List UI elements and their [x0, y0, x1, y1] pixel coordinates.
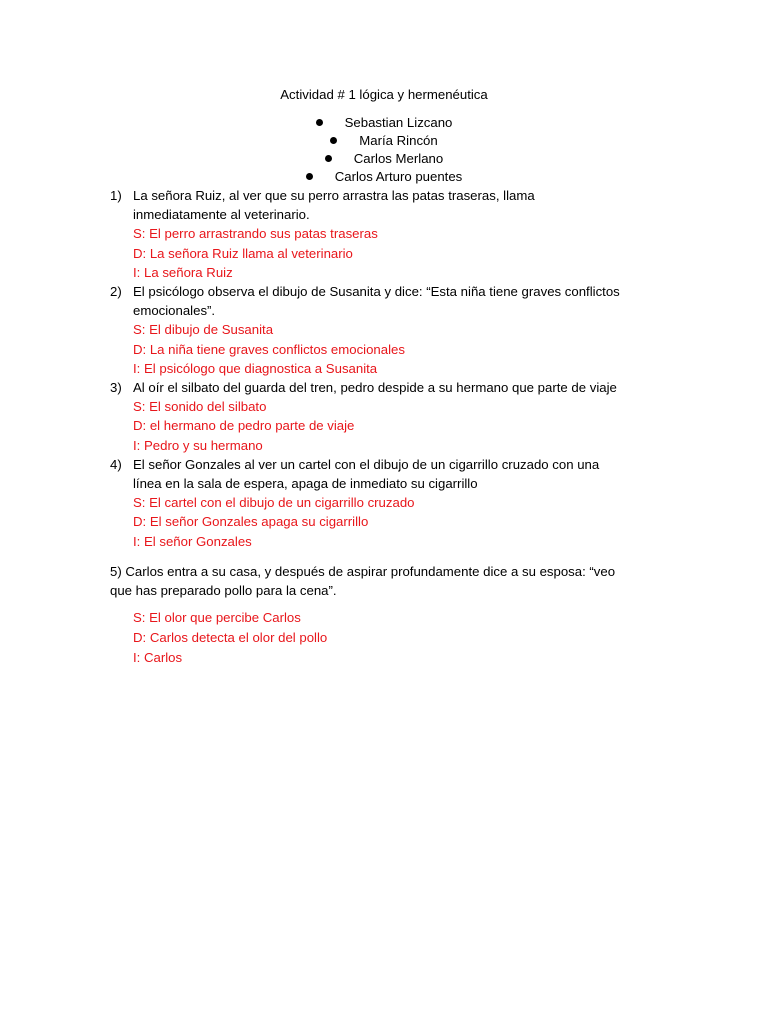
answer-i: I: La señora Ruiz — [133, 264, 233, 280]
answer-s: S: El cartel con el dibujo de un cigarrillo cruzado — [133, 495, 415, 511]
exercise-item-5 — [110, 562, 670, 600]
exercise-item — [110, 282, 670, 378]
author-name: Sebastian Lizcano — [344, 115, 453, 130]
answer-d: D: La niña tiene graves conflictos emocionales — [133, 341, 405, 357]
bullet-icon — [306, 173, 313, 180]
author-item — [0, 168, 768, 186]
answer-d: D: La señora Ruiz llama al veterinario — [133, 245, 353, 261]
author-name: Carlos Merlano — [353, 151, 444, 166]
item-number: 4) — [110, 456, 122, 472]
bullet-icon — [325, 155, 332, 162]
author-name: Carlos Arturo puentes — [334, 169, 463, 184]
answer-i: I: Carlos — [133, 650, 183, 665]
item-number: 2) — [110, 284, 122, 300]
question-line: El señor Gonzales al ver un cartel con el dibujo de un cigarrillo cruzado con una — [133, 456, 600, 472]
bullet-icon — [316, 119, 323, 126]
author-list — [0, 114, 768, 186]
answer-i: I: El psicólogo que diagnostica a Susanita — [133, 360, 378, 376]
answer-s: S: El perro arrastrando sus patas traseras — [133, 226, 378, 242]
author-name: María Rincón — [359, 133, 438, 148]
exercise-item-5-answers — [133, 608, 653, 668]
answer-d: D: El señor Gonzales apaga su cigarrillo — [133, 514, 369, 530]
question-line: inmediatamente al veterinario. — [133, 207, 310, 223]
exercise-item — [110, 378, 670, 455]
document-title: Actividad # 1 lógica y hermenéutica — [280, 87, 488, 102]
answer-s: S: El dibujo de Susanita — [133, 322, 274, 338]
item-number: 1) — [110, 188, 122, 203]
answer-s: S: El olor que percibe Carlos — [133, 610, 301, 625]
exercise-item — [110, 186, 670, 282]
bullet-icon — [330, 137, 337, 144]
exercise-item — [110, 455, 670, 551]
question-line: Al oír el silbato del guarda del tren, pedro despide a su hermano que parte de viaje — [133, 380, 617, 396]
item-number: 3) — [110, 380, 122, 396]
question-line: 5) Carlos entra a su casa, y después de aspirar profundamente dice a su esposa: “veo — [110, 564, 616, 579]
answer-d: D: Carlos detecta el olor del pollo — [133, 630, 328, 645]
question-line: La señora Ruiz, al ver que su perro arrastra las patas traseras, llama — [133, 188, 535, 203]
question-line: línea en la sala de espera, apaga de inmediato su cigarrillo — [133, 476, 478, 492]
question-line: emocionales”. — [133, 303, 216, 319]
answer-i: I: El señor Gonzales — [133, 533, 252, 549]
author-item — [0, 132, 768, 150]
answer-s: S: El sonido del silbato — [133, 399, 267, 415]
answer-d: D: el hermano de pedro parte de viaje — [133, 418, 355, 434]
exercise-list — [110, 186, 670, 551]
author-item — [0, 114, 768, 132]
question-line: que has preparado pollo para la cena”. — [110, 583, 337, 599]
answer-i: I: Pedro y su hermano — [133, 437, 263, 453]
author-item — [0, 150, 768, 168]
question-line: El psicólogo observa el dibujo de Susanita y dice: “Esta niña tiene graves conflictos — [133, 284, 620, 300]
